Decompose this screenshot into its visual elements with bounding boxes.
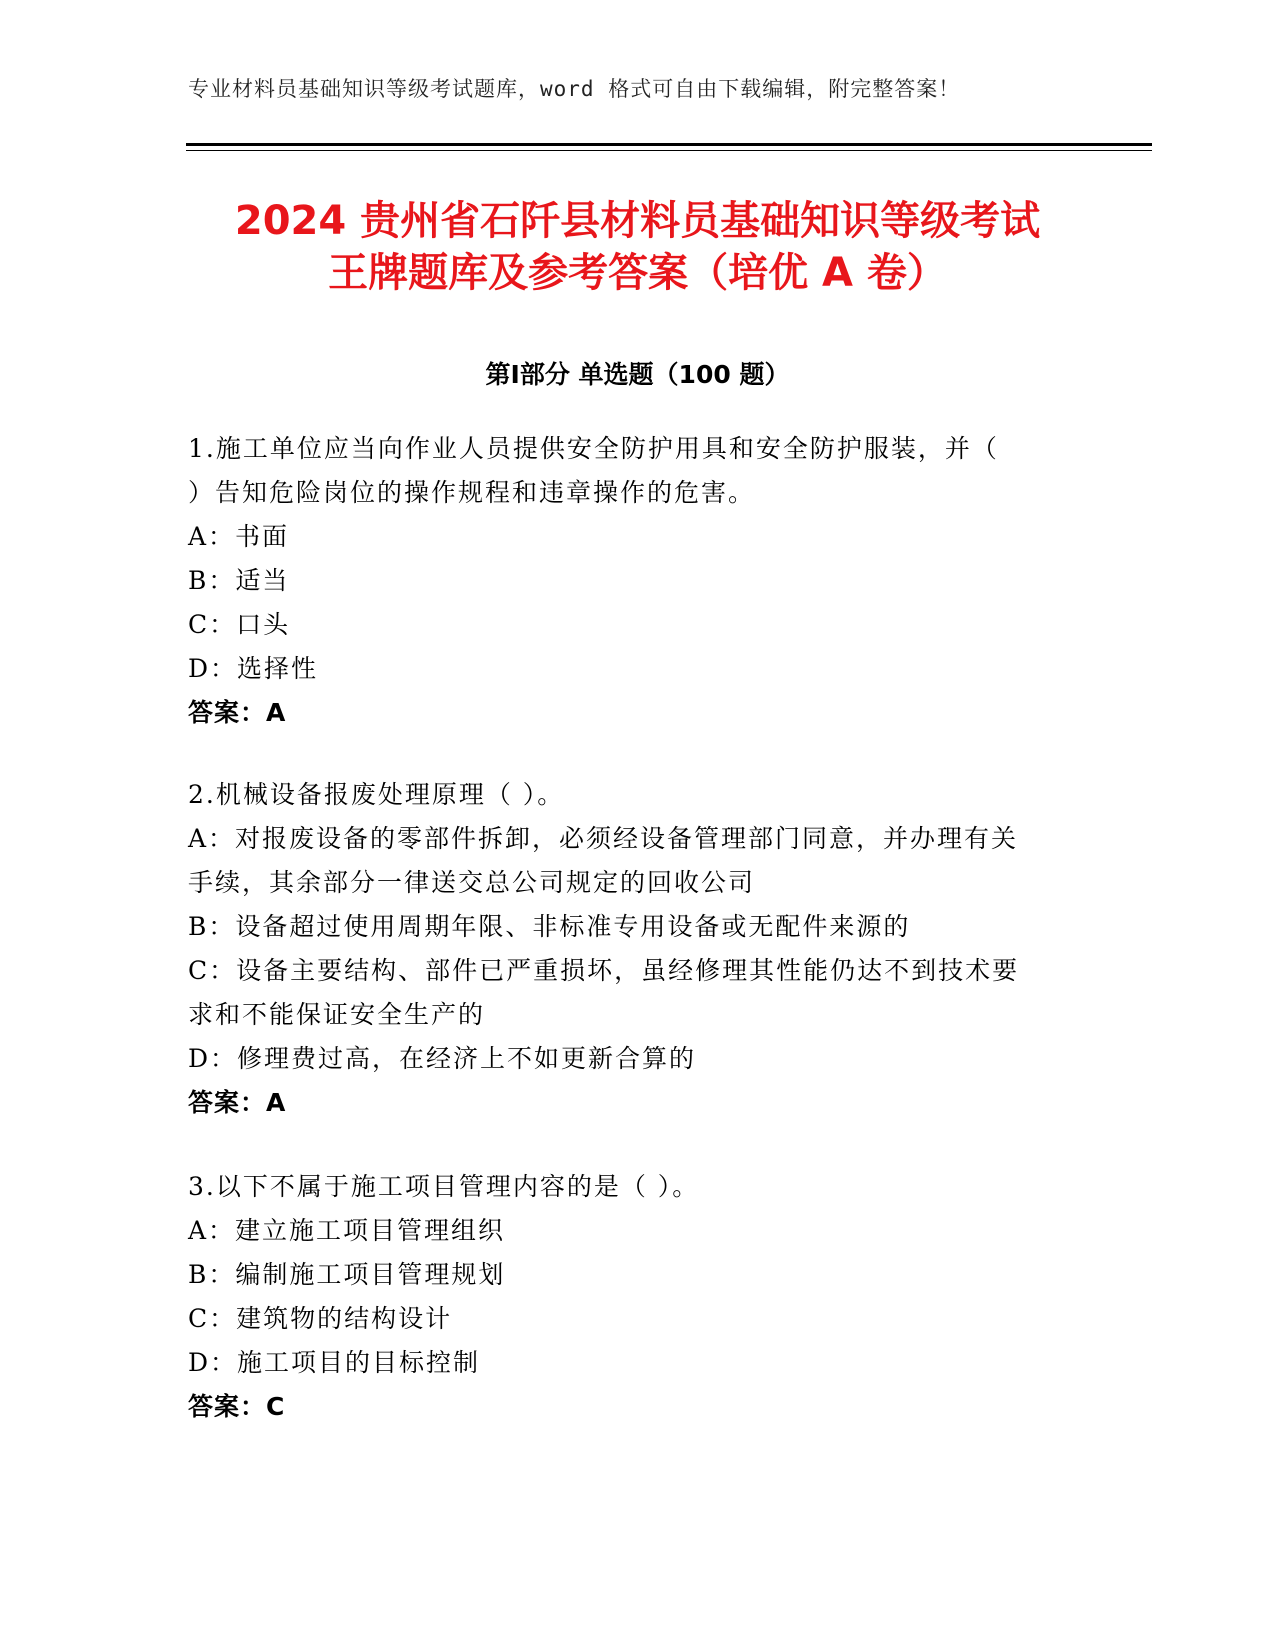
title-line-1: 2024 贵州省石阡县材料员基础知识等级考试	[234, 198, 1041, 244]
question-1-answer: 答案：A	[188, 698, 287, 727]
question-1-stem: 1.施工单位应当向作业人员提供安全防护用具和安全防护服装，并（	[188, 434, 999, 463]
document-title	[150, 195, 1125, 299]
question-2-stem: 2.机械设备报废处理原理（ ）。	[188, 780, 565, 809]
page-header: 专业材料员基础知识等级考试题库，word 格式可自由下载编辑，附完整答案！	[188, 77, 961, 101]
header-rule-thin	[186, 150, 1152, 151]
question-3-option: B：编制施工项目管理规划	[188, 1260, 506, 1289]
question-1-option: B：适当	[188, 566, 290, 595]
header-rule-thick	[186, 143, 1152, 146]
question-2-option: C：设备主要结构、部件已严重损坏，虽经修理其性能仍达不到技术要	[188, 956, 1020, 985]
section-title: 第Ⅰ部分 单选题（100 题）	[485, 360, 790, 389]
question-2-option: B：设备超过使用周期年限、非标准专用设备或无配件来源的	[188, 912, 911, 941]
question-3-answer: 答案：C	[188, 1392, 286, 1421]
question-3-option: A：建立施工项目管理组织	[188, 1216, 506, 1245]
question-2-option: 手续，其余部分一律送交总公司规定的回收公司	[188, 868, 756, 897]
question-1-option: C：口头	[188, 610, 291, 639]
question-3-option: D：施工项目的目标控制	[188, 1348, 481, 1377]
question-1-option: D：选择性	[188, 654, 319, 683]
question-1-option: A：书面	[188, 522, 290, 551]
question-3-stem: 3.以下不属于施工项目管理内容的是（ ）。	[188, 1172, 700, 1201]
question-2-option: A：对报废设备的零部件拆卸，必须经设备管理部门同意，并办理有关	[188, 824, 1019, 853]
question-2-option: 求和不能保证安全生产的	[188, 1000, 486, 1029]
question-3-option: C：建筑物的结构设计	[188, 1304, 453, 1333]
title-line-2: 王牌题库及参考答案（培优 A 卷）	[328, 250, 947, 296]
question-2-option: D：修理费过高，在经济上不如更新合算的	[188, 1044, 697, 1073]
question-1-stem: ）告知危险岗位的操作规程和违章操作的危害。	[188, 478, 756, 507]
question-2-answer: 答案：A	[188, 1088, 287, 1117]
